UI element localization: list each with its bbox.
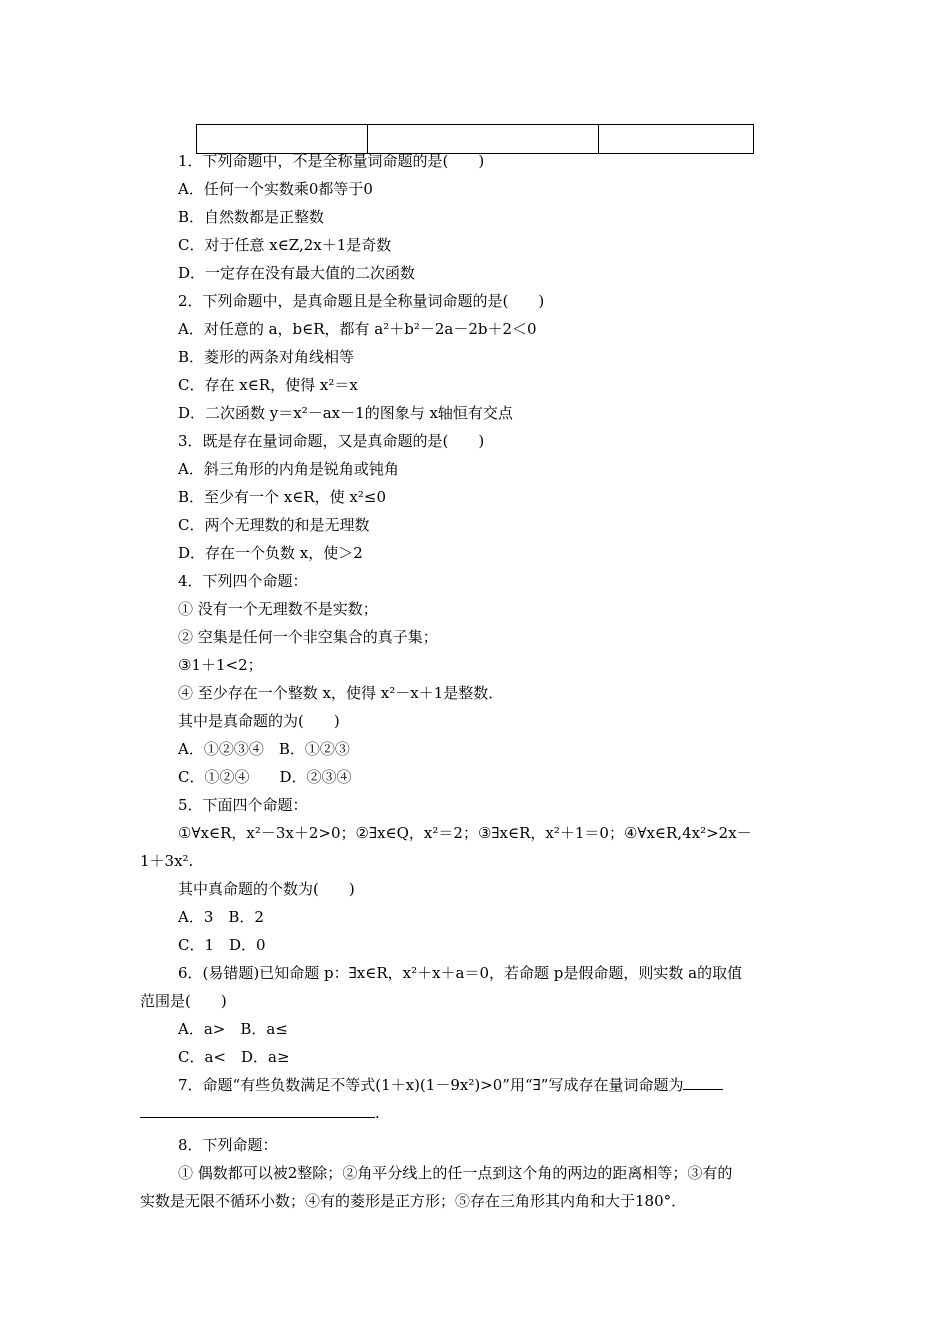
q4-question: 其中是真命题的为( ) [178, 712, 340, 730]
q2-option-d: D．二次函数 y＝x²－ax－1的图象与 x轴恒有交点 [178, 404, 513, 422]
q5-options-ab: A．3 B．2 [178, 908, 264, 926]
q4-options-cd: C．①②④ D．②③④ [178, 768, 352, 786]
q1-option-d: D．一定存在没有最大值的二次函数 [178, 264, 416, 282]
q3-option-a: A．斜三角形的内角是锐角或钝角 [178, 460, 399, 478]
q4-options-ab: A．①②③④ B．①②③ [178, 740, 350, 758]
q1-option-a: A．任何一个实数乘0都等于0 [178, 180, 373, 198]
q7-stem-text: 7．命题“有些负数满足不等式(1＋x)(1－9x²)>0”用“∃”写成存在量词命题为 [178, 1076, 684, 1094]
q8-statements-cont: 实数是无限不循环小数；④有的菱形是正方形；⑤存在三角形其内角和大于180°． [140, 1192, 687, 1210]
header-cell [368, 125, 599, 154]
q1-stem: 1．下列命题中，不是全称量词命题的是( ) [178, 152, 485, 170]
q6-options-ab: A．a> B．a≤ [178, 1020, 288, 1038]
q1-option-c: C．对于任意 x∈Z,2x＋1是奇数 [178, 236, 392, 254]
header-table [196, 124, 754, 154]
q4-stem: 4．下列四个命题： [178, 572, 308, 590]
q3-option-c: C．两个无理数的和是无理数 [178, 516, 370, 534]
q2-option-c: C．存在 x∈R，使得 x²＝x [178, 376, 358, 394]
q4-statement-2: ② 空集是任何一个非空集合的真子集； [178, 628, 438, 646]
q2-stem: 2．下列命题中，是真命题且是全称量词命题的是( ) [178, 292, 545, 310]
header-cell [197, 125, 368, 154]
q5-statements: ①∀x∈R，x²－3x＋2>0；②∃x∈Q，x²＝2；③∃x∈R，x²＋1＝0；④∀x∈R,4x²>2x－ [178, 824, 752, 842]
q2-option-a: A．对任意的 a，b∈R，都有 a²＋b²－2a－2b＋2＜0 [178, 320, 537, 338]
q5-statements-cont: 1＋3x². [140, 852, 194, 870]
q7-answer-blank[interactable] [683, 1075, 723, 1090]
q4-statement-4: ④ 至少存在一个整数 x，使得 x²－x＋1是整数． [178, 684, 504, 702]
q2-option-b: B．菱形的两条对角线相等 [178, 348, 355, 366]
q3-option-b: B．至少有一个 x∈R，使 x²≤0 [178, 488, 387, 506]
q7-period: . [375, 1104, 380, 1122]
q3-stem: 3．既是存在量词命题，又是真命题的是( ) [178, 432, 485, 450]
q5-stem: 5．下面四个命题： [178, 796, 308, 814]
q6-stem: 6．(易错题)已知命题 p：∃x∈R，x²＋x＋a＝0，若命题 p是假命题，则实数 a的取值 [178, 964, 743, 982]
q5-question: 其中真命题的个数为( ) [178, 880, 355, 898]
q3-option-d: D．存在一个负数 x，使＞2 [178, 544, 363, 562]
q7-stem [178, 1075, 723, 1095]
q4-statement-1: ① 没有一个无理数不是实数； [178, 600, 378, 618]
q8-statements: ① 偶数都可以被2整除；②角平分线上的任一点到这个角的两边的距离相等；③有的 [178, 1164, 733, 1182]
q6-options-cd: C．a< D．a≥ [178, 1048, 290, 1066]
q6-stem-cont: 范围是( ) [140, 992, 227, 1010]
q4-statement-3: ③1＋1<2； [178, 656, 263, 674]
q7-answer-blank-cont[interactable] [140, 1103, 375, 1118]
q1-option-b: B．自然数都是正整数 [178, 208, 325, 226]
q7-stem-cont [140, 1103, 380, 1123]
q5-options-cd: C．1 D．0 [178, 936, 266, 954]
header-cell [599, 125, 754, 154]
q8-stem: 8．下列命题： [178, 1136, 278, 1154]
